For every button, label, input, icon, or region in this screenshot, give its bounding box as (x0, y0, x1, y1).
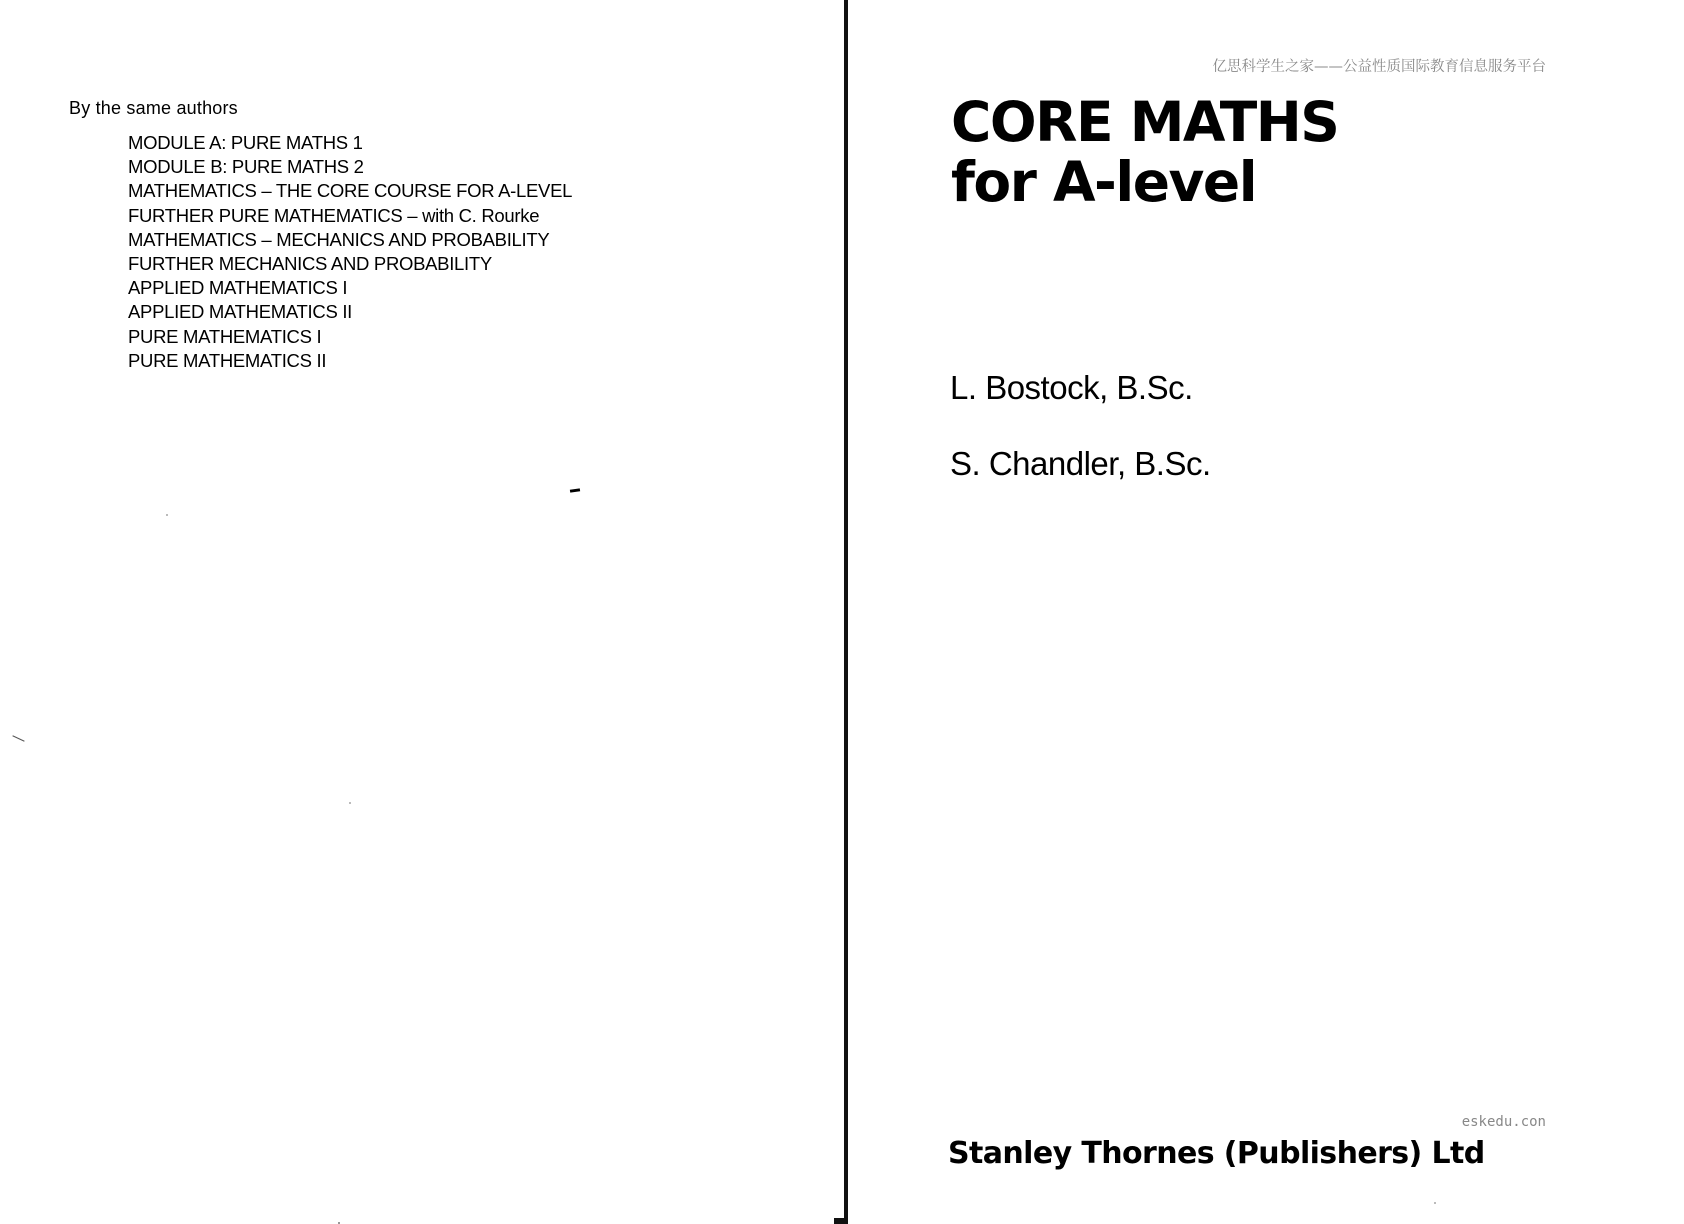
same-authors-heading: By the same authors (69, 98, 238, 118)
list-item: APPLIED MATHEMATICS II (128, 301, 352, 323)
list-item: PURE MATHEMATICS I (128, 325, 322, 347)
list-item: MATHEMATICS – MECHANICS AND PROBABILITY (128, 228, 550, 250)
publisher-name: Stanley Thornes (Publishers) Ltd (948, 1136, 1485, 1171)
scan-speck (1434, 1202, 1436, 1204)
list-item: MATHEMATICS – THE CORE COURSE FOR A-LEVEL (128, 180, 573, 202)
book-title (951, 92, 1338, 212)
watermark-top: 亿思科学生之家——公益性质国际教育信息服务平台 (1212, 59, 1546, 75)
book-title-line-1: CORE MATHS (951, 90, 1339, 154)
book-title-line-2: for A-level (951, 150, 1257, 214)
author-name: S. Chandler, B.Sc. (950, 445, 1211, 482)
list-item: APPLIED MATHEMATICS I (128, 277, 348, 299)
author-name: L. Bostock, B.Sc. (950, 369, 1193, 406)
list-item: PURE MATHEMATICS II (128, 349, 327, 371)
watermark-bottom: eskedu.con (1461, 1114, 1546, 1130)
scan-speck (12, 735, 24, 741)
list-item: FURTHER PURE MATHEMATICS – with C. Rourke (128, 204, 540, 226)
right-page (848, 0, 1684, 1224)
scan-speck (570, 488, 580, 492)
scan-speck (166, 514, 168, 516)
list-item: MODULE B: PURE MATHS 2 (128, 156, 364, 178)
list-item: FURTHER MECHANICS AND PROBABILITY (128, 253, 492, 275)
scan-speck (349, 802, 351, 804)
other-titles-list (128, 131, 572, 373)
page-gutter-foot (834, 1218, 848, 1224)
list-item: MODULE A: PURE MATHS 1 (128, 132, 363, 153)
